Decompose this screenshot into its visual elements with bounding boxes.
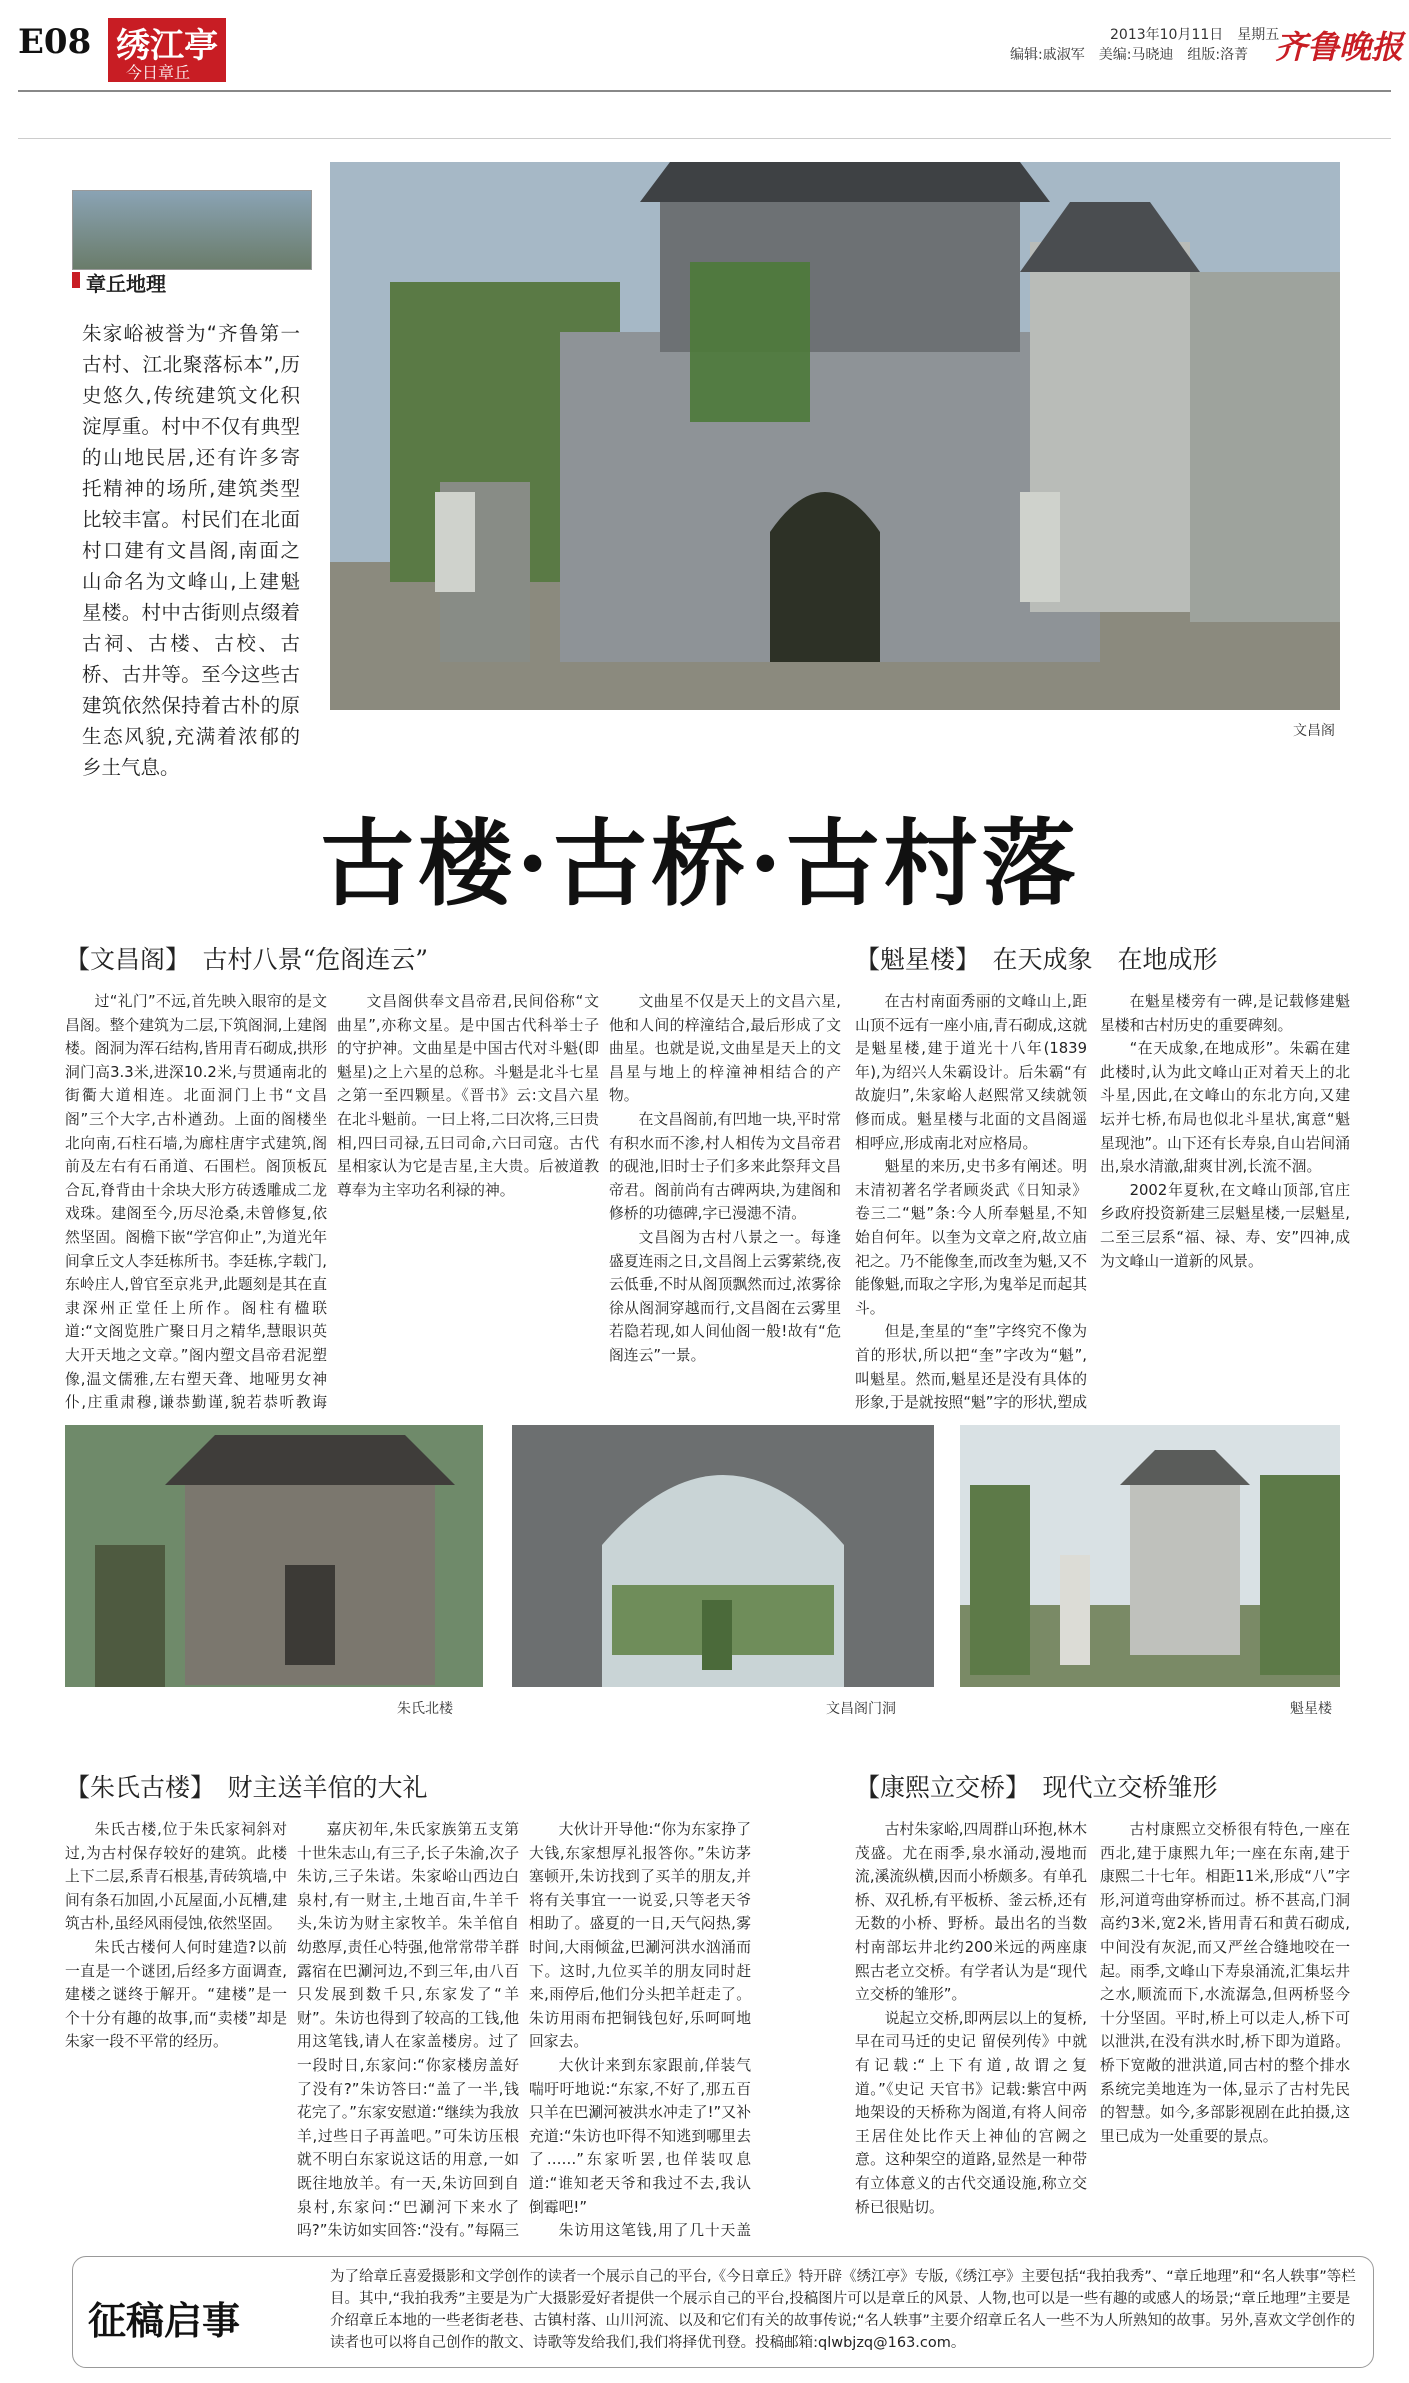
paragraph: 朱访用这笔钱,用了几十天盖 [558,2222,751,2238]
header-rule-thin [18,138,1391,139]
photo-kuixinglou-illustration [960,1425,1340,1687]
paragraph: 在古村南面秀丽的文峰山上,距山顶不远有一座小庙,青石砌成,这就是魁星楼,建于道光十八年(1839年),为绍兴人朱霸设计。后朱霸“有故旋归”,朱家峪人赵熙常又续就领修而成。魁星楼与北面的文昌阁遥相呼应,形成南北对应格局。 [855,993,1087,1152]
photo-caption-kuixing: 魁星楼 [1290,1701,1332,1717]
paragraph: 朱氏古楼何人何时建造?以前一直是一个谜团,后经多方面调查,建楼之谜终于解开。“建楼”是一个十分有趣的故事,而“卖楼”却是朱家一段不平常的经历。 [65,1938,287,2051]
notice-title: 征稿启事 [88,2298,241,2343]
main-photo-caption: 文昌阁 [1293,723,1335,739]
photo-caption-zhushi: 朱氏北楼 [397,1701,453,1717]
photo-kuixinglou [960,1425,1340,1687]
paragraph: 魁星的来历,史书多有阐述。明末清初著名学者顾炎武《日知录》卷三二“魁”条:今人所奉魁星,不知始自何年。以奎为文章之府,故立庙祀之。乃不能像奎,而改奎为魁,又不能像魁,而取之字形,为鬼举足而起其斗。 [855,1158,1087,1317]
kangxi-column-2 [1100,1818,1350,2238]
photo-caption-gate: 文昌阁门洞 [826,1701,896,1717]
main-headline: 古楼·古桥·古村落 [320,809,1080,919]
paragraph: 大伙计开导他:“你为东家挣了大钱,东家想厚礼报答你。”朱访茅塞顿开,朱访找到了买羊的朋友,并将有关事宜一一说妥,只等老天爷相助了。盛夏的一日,天气闷热,雾时间,大雨倾盆,巴涮河洪水汹涌而下。这时,九位买羊的朋友同时赶来,雨停后,他们分头把羊赶走了。朱访用雨布把铜钱包好,乐呵呵地回家去。 [529,1821,751,2051]
wenchangge-column-1 [65,990,327,1410]
photo-zhushi-beilou [65,1425,483,1687]
paragraph: 过“礼门”不远,首先映入眼帘的是文昌阁。整个建筑为二层,下筑阁洞,上建阁楼。阁洞为浑石结构,皆用青石砌成,拱形洞门高3.3米,进深10.2米,与贯通南北的街衢大道相连。北面洞门上书“文昌阁”三个大字,古朴遒劲。上面的阁楼坐北向南,石柱石墙,为廊柱唐宇式建筑,阁前及左右有石甬道、石围栏。阁顶板瓦合瓦,脊背由十余块大形方砖透雕成二龙戏珠。建阁至今,历尽沧桑,未曾修复,依然坚固。阁檐下嵌“学宫仰止”,为道光年间拿丘文人李廷栋所书。李廷栋,字载门,东岭庄人,曾官至京兆尹,此题刻是其在直隶深州正堂任上所作。阁柱有楹联道:“文阁览胜广聚日月之精华,慧眼识英大开天地之文章。”阁内塑文昌帝君泥塑像,温文儒雅,左右塑天聋、地哑男女神仆,庄重肃穆,谦恭勤谨,貌若恭听教诲 [65,993,327,1410]
paragraph: 文曲星不仅是天上的文昌六星,他和人间的梓潼结合,最后形成了文曲星。也就是说,文曲星是天上的文昌星与地上的梓潼神相结合的产物。 [609,993,841,1105]
paragraph: 说起立交桥,即两层以上的复桥,早在司马迁的史记 留侯列传》中就有记载:“上下有道,故谓之复道。”《史记 天官书》记载:紫宫中两地架设的天桥称为阁道,有将人间帝王居住处比作天上神仙的宫阙之意。这种架空的道路,显然是一种带有立体意义的古代交通设施,称立交桥已很贴切。 [855,2009,1087,2216]
paragraph: 古村康熙立交桥很有特色,一座在西北,建于康熙九年;一座在东南,建于康熙二十七年。相距11米,形成“八”字形,河道弯曲穿桥而过。桥不甚高,门洞高约3米,宽2米,皆用青石和黄石砌成,中间没有灰泥,而又严丝合缝地咬在一起。雨季,文峰山下寿泉涌流,汇集坛井之水,顺流而下,水流潺急,但两桥竖今十分坚固。平时,桥上可以走人,桥下可以泄洪,在没有洪水时,桥下即为道路。桥下宽敞的泄洪道,同古村的整个排水系统完美地连为一体,显示了古村先民的智慧。如今,多部影视剧在此拍摄,这里已成为一处重要的景点。 [1100,1821,1350,2145]
wenchangge-column-2 [337,990,599,1410]
zhushi-column-3 [529,1818,751,2238]
section-title-kuixinglou: 【魁星楼】 在天成象 在地成形 [855,945,1218,974]
paragraph: 在魁星楼旁有一碑,是记载修建魁星楼和古村历史的重要碑刻。 [1100,993,1350,1034]
editor-credits: 编辑:戚淑军 美编:马晓迪 组版:洛菁 [1010,47,1249,63]
wenchangge-column-3 [609,990,841,1410]
section-subtitle: 今日章丘 [126,63,191,82]
header-rule [18,90,1391,92]
notice-text: 为了给章丘喜爱摄影和文学创作的读者一个展示自己的平台,《今日章丘》特开辟《绣江亭》专版,《绣江亭》主要包括“我拍我秀”、“章丘地理”和“名人轶事”等栏目。其中,“我拍我秀”主要是为广大摄影爱好者提供一个展示自己的平台,投稿图片可以是章丘的风景、人物,也可以是一些有趣的或感人的场景;“章丘地理”主要是介绍章丘本地的一些老街老巷、古镇村落、山川河流、以及和它们有关的故事传说;“名人轶事”主要介绍章丘名人一些不为人所熟知的故事。另外,喜欢文学创作的读者也可以将自己创作的散文、诗歌等发给我们,我们将择优刊登。投稿邮箱:qlwbjzq@163.com。 [330,2269,1356,2351]
paragraph: “在天成象,在地成形”。朱霸在建此楼时,认为此文峰山正对着天上的北斗星,因此,在文峰山的东北方向,又建坛并七桥,布局也似北斗星状,寓意“魁星现池”。山下还有长寿泉,自山岩间涌出,泉水清澈,甜爽甘冽,长流不涸。 [1100,1040,1350,1176]
paragraph: 但是,奎星的“奎”字终究不像为首的形状,所以把“奎”字改为“魁”,叫魁星。然而,魁星还是没有具体的形象,于是就按照“魁”字的形状,塑成 [855,1323,1087,1410]
kuixinglou-column-1 [855,990,1087,1410]
sidebar-thumbnail [72,190,312,270]
photo-zhushi-beilou-illustration [65,1425,483,1687]
newspaper-logo: 齐鲁晚报 [1275,28,1404,66]
kuixinglou-column-2 [1100,990,1350,1410]
paragraph: 朱氏古楼,位于朱氏家祠斜对过,为古村保存较好的建筑。此楼上下二层,系青石根基,青砖筑墙,中间有条石加固,小瓦屋面,小瓦槽,建筑古朴,虽经风雨侵蚀,依然坚固。 [65,1821,287,1933]
zhushi-column-2 [297,1818,519,2238]
section-title-zhushi: 【朱氏古楼】 财主送羊倌的大礼 [65,1773,428,1802]
paragraph: 古村朱家峪,四周群山环抱,林木茂盛。尤在雨季,泉水涌动,漫地而流,溪流纵横,因而小桥颇多。有单孔桥、双孔桥,有平板桥、釜云桥,还有无数的小桥、野桥。最出名的当数村南部坛井北约200米远的两座康熙古老立交桥。有学者认为是“现代立交桥的雏形”。 [855,1821,1087,2004]
photo-wenchangge-gate [512,1425,934,1687]
zhushi-column-1 [65,1818,287,2238]
sidebar-title: 章丘地理 [86,268,166,297]
section-title-wenchangge: 【文昌阁】 古村八景“危阁连云” [65,945,429,974]
paragraph: 大伙计来到东家跟前,佯装气喘吁吁地说:“东家,不好了,那五百只羊在巴涮河被洪水冲走了!”又补充道:“朱访也吓得不知逃到哪里去了……”东家听罢,也佯装叹息道:“谁知老天爷和我过不去,我认倒霉吧!” [529,2056,751,2216]
paragraph: 文昌阁供奉文昌帝君,民间俗称“文曲星”,亦称文星。是中国古代科举士子的守护神。文曲星是中国古代对斗魁(即魁星)之上六星的总称。斗魁是北斗七星之第一至四颗星。《晋书》云:文昌六星在北斗魁前。一曰上将,二曰次将,三曰贵相,四曰司禄,五曰司命,六曰司寇。古代星相家认为它是吉星,主大贵。后被道教尊奉为主宰功名利禄的神。 [337,993,599,1199]
paragraph: 2002年夏秋,在文峰山顶部,官庄乡政府投资新建三层魁星楼,一层魁星,二至三层系“福、禄、寿、安”四神,成为文峰山一道新的风景。 [1100,1181,1350,1270]
paragraph: 在文昌阁前,有凹地一块,平时常有积水而不渗,村人相传为文昌帝君的砚池,旧时士子们多来此祭拜文昌帝君。阁前尚有古碑两块,为建阁和修桥的功德碑,字已漫漶不清。 [609,1110,841,1223]
paragraph: 文昌阁为古村八景之一。每逢盛夏连雨之日,文昌阁上云雾萦绕,夜云低垂,不时从阁顶飘然而过,浓雾徐徐从阁洞穿越而行,文昌阁在云雾里若隐若现,如人间仙阁一般!故有“危阁连云”一景。 [609,1228,841,1364]
kangxi-column-1 [855,1818,1087,2238]
main-photo-illustration [330,162,1340,710]
section-title-kangxi: 【康熙立交桥】 现代立交桥雏形 [855,1773,1218,1802]
page-number: E08 [18,22,92,62]
sidebar-text: 朱家峪被誉为“齐鲁第一古村、江北聚落标本”,历史悠久,传统建筑文化积淀厚重。村中不仅有典型的山地民居,还有许多寄托精神的场所,建筑类型比较丰富。村民们在北面村口建有文昌阁,南面之山命名为文峰山,上建魁星楼。村中古街则点缀着古祠、古楼、古校、古桥、古井等。至今这些古建筑依然保持着古朴的原生态风貌,充满着浓郁的乡土气息。 [82,322,300,779]
issue-date: 2013年10月11日 星期五 [1110,27,1280,43]
paragraph: 嘉庆初年,朱氏家族第五支第十世朱志山,有三子,长子朱渝,次子朱访,三子朱诺。朱家峪山西边白泉村,有一财主,土地百亩,牛羊千头,朱访为财主家牧羊。朱羊倌自幼憨厚,责任心特强,他常常带羊群露宿在巴涮河边,不到三年,由八百只发展到数千只,东家发了“羊财”。朱访也得到了较高的工钱,他用这笔钱,请人在家盖楼房。过了一段时日,东家问:“你家楼房盖好了没有?”朱访答曰:“盖了一半,钱花完了。”东家安慰道:“继续为我放羊,过些日子再盖吧。”可朱访压根就不明白东家说这话的用意,一如既往地放羊。有一天,朱访回到自泉村,东家问:“巴涮河下来水了吗?”朱访如实回答:“没有。”每隔三 [297,1821,519,2238]
photo-wenchangge-gate-illustration [512,1425,934,1687]
section-name: 绣江亭 [116,26,218,66]
main-photo [330,162,1340,710]
